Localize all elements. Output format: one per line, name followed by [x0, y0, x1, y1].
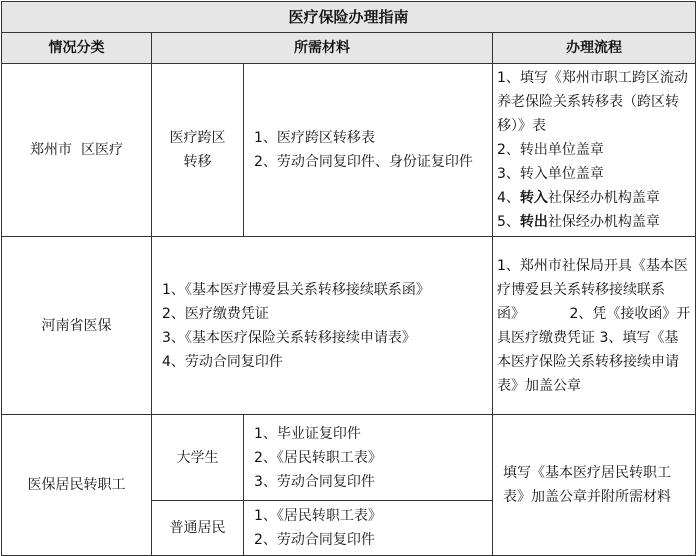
materials-henan	[152, 237, 493, 415]
sub-cross-district: 医疗跨区转移	[152, 64, 244, 237]
list-item: 2、劳动合同复印件	[254, 532, 375, 548]
list-item: 1、填写《郑州市职工跨区流动养老保险关系转移表（跨区转移）》表	[497, 70, 688, 134]
header-process: 办理流程	[493, 33, 696, 64]
list-item: 3、《基本医疗保险关系转移接续申请表》	[162, 329, 416, 346]
materials-student	[244, 415, 493, 501]
list-item: 1、《基本医疗博爱县关系转移接续联系函》	[162, 281, 430, 298]
table-title: 医疗保险办理指南	[2, 2, 696, 33]
list-item: 4、劳动合同复印件	[162, 353, 283, 370]
header-category: 情况分类	[2, 33, 152, 64]
list-item: 3、劳动合同复印件	[254, 473, 375, 490]
process-zhengzhou	[493, 64, 696, 237]
list-item	[497, 186, 691, 210]
step-bold-text: 转入	[519, 190, 548, 206]
sub-ordinary: 普通居民	[152, 501, 244, 556]
step-number: 5、	[497, 214, 520, 230]
list-item: 2、转出单位盖章	[497, 142, 604, 158]
list-item: 2、医疗缴费凭证	[162, 305, 269, 322]
category-resident: 医保居民转职工	[2, 415, 152, 556]
step-text: 社保经办机构盖章	[547, 190, 660, 206]
list-item: 1、毕业证复印件	[254, 425, 361, 442]
materials-ordinary	[244, 501, 493, 556]
process-resident: 填写《基本医疗居民转职工表》加盖公章并附所需材料	[493, 415, 696, 556]
list-item	[497, 210, 691, 234]
list-item: 1、医疗跨区转移表	[254, 130, 375, 146]
step-text: 社保经办机构盖章	[547, 214, 660, 230]
list-item: 2、《居民转职工表》	[254, 449, 382, 466]
category-henan: 河南省医保	[2, 237, 152, 415]
step-number: 4、	[497, 190, 520, 206]
list-item: 1、《居民转职工表》	[254, 508, 382, 524]
insurance-guide-table	[1, 1, 696, 556]
materials-zhengzhou	[244, 64, 493, 237]
step-bold-text: 转出	[519, 214, 548, 230]
header-materials: 所需材料	[152, 33, 493, 64]
sub-student: 大学生	[152, 415, 244, 501]
list-item: 2、劳动合同复印件、身份证复印件	[254, 154, 473, 170]
list-item: 3、转入单位盖章	[497, 166, 604, 182]
process-henan: 1、郑州市社保局开具《基本医疗博爱县关系转移接续联系函》 2、凭《接收函》开具医疗缴费凭证 3、填写《基本医疗保险关系转移接续申请表》加盖公章	[493, 237, 696, 415]
category-zhengzhou: 郑州市 区医疗	[2, 64, 152, 237]
